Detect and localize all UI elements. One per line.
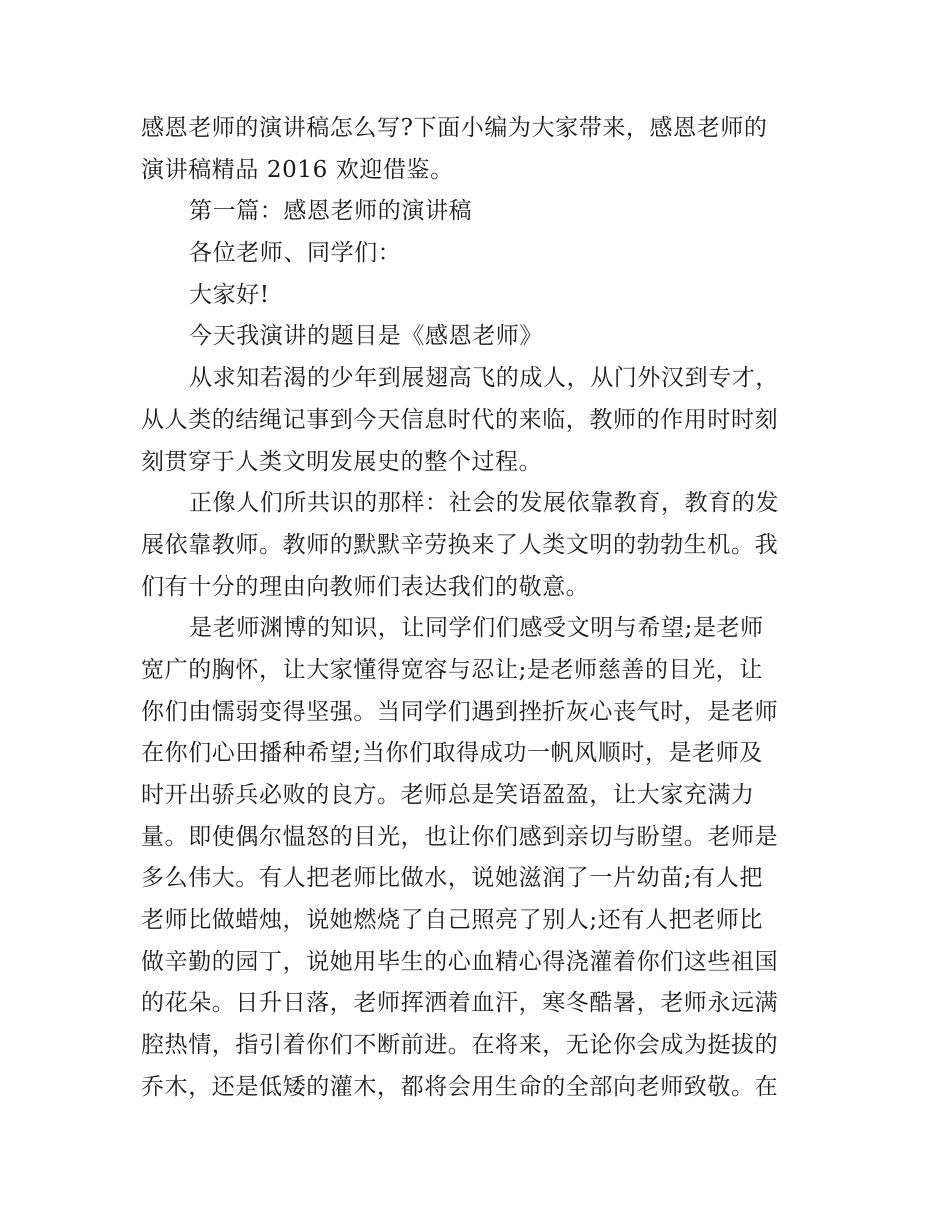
text-line: 乔木，还是低矮的灌木，都将会用生命的全部向老师致敬。在 [141, 1073, 779, 1100]
text-line: 你们由懦弱变得坚强。当同学们遇到挫折灰心丧气时，是老师 [141, 698, 779, 725]
text-line: 的花朵。日升日落，老师挥洒着血汗，寒冬酷暑，老师永远满 [141, 990, 779, 1017]
text-line: 多么伟大。有人把老师比做水，说她滋润了一片幼苗;有人把 [141, 865, 763, 892]
text-line: 做辛勤的园丁，说她用毕生的心血精心得浇灌着你们这些祖国 [141, 948, 779, 975]
text-line: 从求知若渴的少年到展翅高飞的成人，从门外汉到专才， [189, 365, 779, 392]
text-line: 老师比做蜡烛，说她燃烧了自己照亮了别人;还有人把老师比 [141, 907, 763, 934]
text-line: 们有十分的理由向教师们表达我们的敬意。 [141, 573, 590, 600]
text-line: 感恩老师的演讲稿怎么写?下面小编为大家带来，感恩老师的 [141, 115, 768, 141]
speech-topic: 今天我演讲的题目是《感恩老师》 [189, 323, 543, 350]
salutation: 各位老师、同学们： [189, 240, 402, 267]
text-line: 正像人们所共识的那样：社会的发展依靠教育，教育的发 [189, 490, 779, 517]
text-line: 腔热情，指引着你们不断前进。在将来，无论你会成为挺拔的 [141, 1032, 779, 1059]
text-line: 在你们心田播种希望;当你们取得成功一帆风顺时，是老师及 [141, 740, 763, 767]
text-line: 刻贯穿于人类文明发展史的整个过程。 [141, 448, 543, 475]
text-line: 展依靠教师。教师的默默辛劳换来了人类文明的勃勃生机。我 [141, 531, 779, 558]
document-body [141, 108, 813, 1109]
section-heading: 第一篇：感恩老师的演讲稿 [189, 198, 473, 225]
text-line: 是老师渊博的知识，让同学们们感受文明与希望;是老师 [189, 615, 764, 642]
text-line: 时开出骄兵必败的良方。老师总是笑语盈盈，让大家充满力 [141, 782, 755, 808]
text-line: 演讲稿精品 2016 欢迎借鉴。 [141, 156, 454, 183]
text-line: 从人类的结绳记事到今天信息时代的来临，教师的作用时时刻 [141, 406, 779, 433]
text-line: 量。即使偶尔愠怒的目光，也让你们感到亲切与盼望。老师是 [141, 823, 779, 850]
text-line: 宽广的胸怀，让大家懂得宽容与忍让;是老师慈善的目光，让 [141, 656, 763, 683]
greeting: 大家好! [189, 281, 270, 308]
